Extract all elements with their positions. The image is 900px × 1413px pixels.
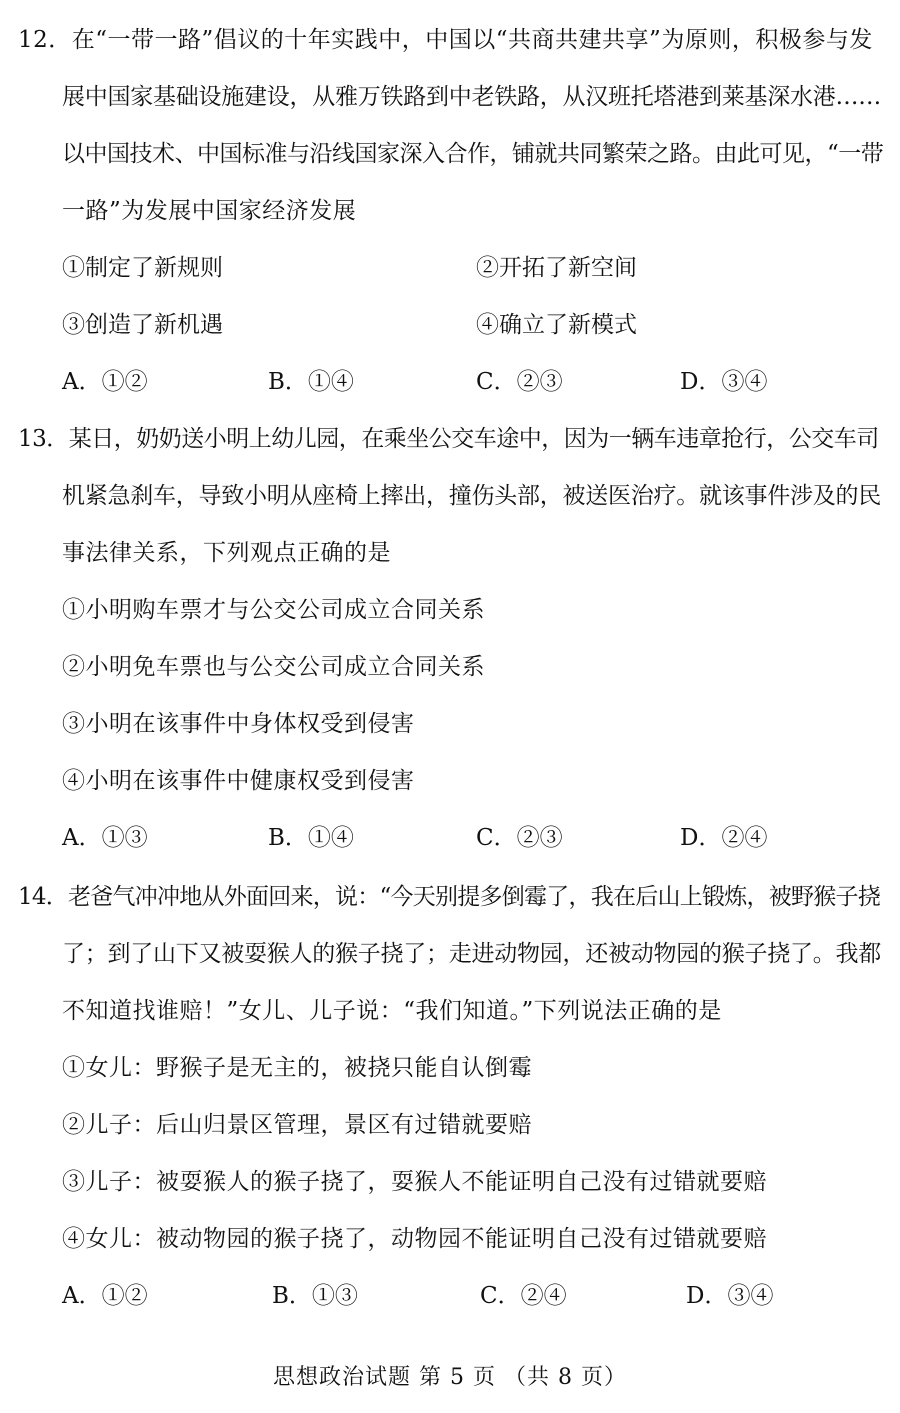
q12-line-1: 12．在“一带一路”倡议的十年实践中，中国以“共商共建共享”为原则，积极参与发 — [18, 27, 873, 53]
q14-statement-3: ③儿子：被耍猴人的猴子挠了，耍猴人不能证明自己没有过错就要赔 — [62, 1169, 767, 1195]
q12-statement-2: ②开拓了新空间 — [476, 255, 637, 281]
q14-statement-4: ④女儿：被动物园的猴子挠了，动物园不能证明自己没有过错就要赔 — [62, 1226, 767, 1252]
q12-number: 12． — [18, 27, 72, 53]
q12-line-3: 以中国技术、中国标准与沿线国家深入合作，铺就共同繁荣之路。由此可见，“一带 — [62, 141, 884, 167]
q14-option-d[interactable]: D．③④ — [686, 1283, 774, 1309]
q14-option-a[interactable]: A．①② — [62, 1283, 148, 1309]
q13-statement-2: ②小明免车票也与公交公司成立合同关系 — [62, 654, 485, 680]
q12-statement-3: ③创造了新机遇 — [62, 312, 223, 338]
q12-option-d[interactable]: D．③④ — [680, 369, 768, 395]
q12-statement-4: ④确立了新模式 — [476, 312, 637, 338]
q14-option-c[interactable]: C．②④ — [480, 1283, 567, 1309]
q13-statement-4: ④小明在该事件中健康权受到侵害 — [62, 768, 415, 794]
page-footer: 思想政治试题 第 5 页 （共 8 页） — [273, 1365, 627, 1390]
q14-number: 14． — [18, 884, 69, 910]
q14-line-2: 了；到了山下又被耍猴人的猴子挠了；走进动物园，还被动物园的猴子挠了。我都 — [62, 941, 881, 967]
q14-statement-2: ②儿子：后山归景区管理，景区有过错就要赔 — [62, 1112, 532, 1138]
q12-option-c[interactable]: C．②③ — [476, 369, 563, 395]
q13-option-d[interactable]: D．②④ — [680, 825, 768, 851]
q14-line-3: 不知道找谁赔！”女儿、儿子说：“我们知道。”下列说法正确的是 — [62, 998, 722, 1024]
q13-statement-1: ①小明购车票才与公交公司成立合同关系 — [62, 597, 485, 623]
q13-line-2: 机紧急刹车，导致小明从座椅上摔出，撞伤头部，被送医治疗。就该事件涉及的民 — [62, 483, 881, 509]
q12-option-a[interactable]: A．①② — [62, 369, 148, 395]
q13-statement-3: ③小明在该事件中身体权受到侵害 — [62, 711, 415, 737]
q13-number: 13． — [18, 426, 69, 452]
q13-option-b[interactable]: B．①④ — [268, 825, 354, 851]
q12-line-2: 展中国家基础设施建设，从雅万铁路到中老铁路，从汉班托塔港到莱基深水港…… — [62, 84, 881, 110]
q14-line-1: 14．老爸气冲冲地从外面回来，说：“今天别提多倒霉了，我在后山上锻炼，被野猴子挠 — [18, 884, 881, 910]
q12-statement-1: ①制定了新规则 — [62, 255, 223, 281]
q14-option-b[interactable]: B．①③ — [272, 1283, 358, 1309]
q14-statement-1: ①女儿：野猴子是无主的，被挠只能自认倒霉 — [62, 1055, 532, 1081]
q13-line-3: 事法律关系，下列观点正确的是 — [62, 540, 391, 566]
q13-option-a[interactable]: A．①③ — [62, 825, 148, 851]
q13-line-1: 13．某日，奶奶送小明上幼儿园，在乘坐公交车途中，因为一辆车违章抢行，公交车司 — [18, 426, 879, 452]
q12-option-b[interactable]: B．①④ — [268, 369, 354, 395]
q13-option-c[interactable]: C．②③ — [476, 825, 563, 851]
q12-line-4: 一路”为发展中国家经济发展 — [62, 198, 357, 224]
